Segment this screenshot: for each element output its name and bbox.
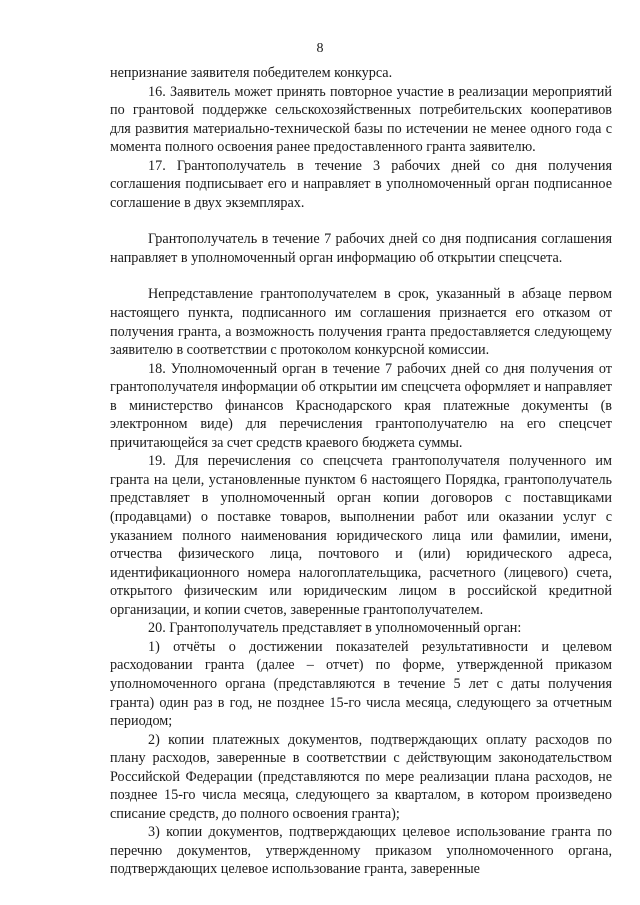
paragraph-20-item-2: 2) копии платежных документов, подтверждающих оплату расходов по плану расходов, заверенные в соответствии с действующим законодательством Российской Федерации (представляются по мере реализации плана расходов, не позднее 15-го числа месяца, следующего за кварталом, в котором произведено списание средств, до полного освоения гранта); — [110, 731, 612, 822]
paragraph-20-item-3: 3) копии документов, подтверждающих целевое использование гранта по перечню документов, утвержденному приказом уполномоченного органа, подтверждающих целевое использование гранта, заверенные — [110, 824, 612, 878]
paragraph-19: 19. Для перечисления со спецсчета грантополучателя полученного им гранта на цели, установленные пунктом 6 настоящего Порядка, грантополучатель представляет в уполномоченный орган копии договоров с поставщиками (продавцами) о поставке товаров, выполнении работ или оказании услуг с указанием полного наименования юридического лица или фамилии, имени, отчества физического лица, почтового и (или) юридического адреса, идентификационного номера налогоплательщика, расчетного (лицевого) счета, открытого физическим или юридическим лицом в российской кредитной организации, и копии счетов, заверенные грантополучателем. — [110, 453, 612, 618]
paragraph-17: 17. Грантополучатель в течение 3 рабочих дней со дня получения соглашения подписывает его и направляет в уполномоченный орган подписанное соглашение в двух экземплярах. — [110, 157, 612, 211]
paragraph-17-part-3: Непредставление грантополучателем в срок, указанный в абзаце первом настоящего пункта, подписанного им соглашения признается его отказом от получения гранта, а возможность получения гранта предоставляется следующему заявителю в соответствии с протоколом конкурсной комиссии. — [110, 286, 612, 359]
paragraph-continuation: непризнание заявителя победителем конкурса. — [110, 65, 393, 81]
document-body — [110, 64, 612, 879]
paragraph-17-part-2: Грантополучатель в течение 7 рабочих дней со дня подписания соглашения направляет в уполномоченный орган информацию об открытии спецсчета. — [110, 231, 612, 266]
page-number: 8 — [316, 41, 324, 56]
paragraph-18: 18. Уполномоченный орган в течение 7 рабочих дней со дня получения от грантополучателя информации об открытии им спецсчета оформляет и направляет в министерство финансов Краснодарского края платежные документы (в электронном виде) для перечисления грантополучателю на его спецсчет причитающейся за счет средств краевого бюджета суммы. — [110, 360, 612, 451]
paragraph-20-item-1: 1) отчёты о достижении показателей результативности и целевом расходовании гранта (далее – отчет) по форме, утвержденной приказом уполномоченного органа (представляются в течение 5 лет с даты получения гранта) один раз в год, не позднее 15-го числа месяца, следующего за отчетным периодом; — [110, 638, 612, 730]
paragraph-20: 20. Грантополучатель представляет в уполномоченный орган: — [148, 620, 522, 637]
paragraph-16: 16. Заявитель может принять повторное участие в реализации мероприятий по грантовой поддержке сельскохозяйственных потребительских кооперативов для развития материально-технической базы по истечении не менее одного года с момента полного освоения ранее предоставленного гранта заявителю. — [110, 83, 612, 156]
